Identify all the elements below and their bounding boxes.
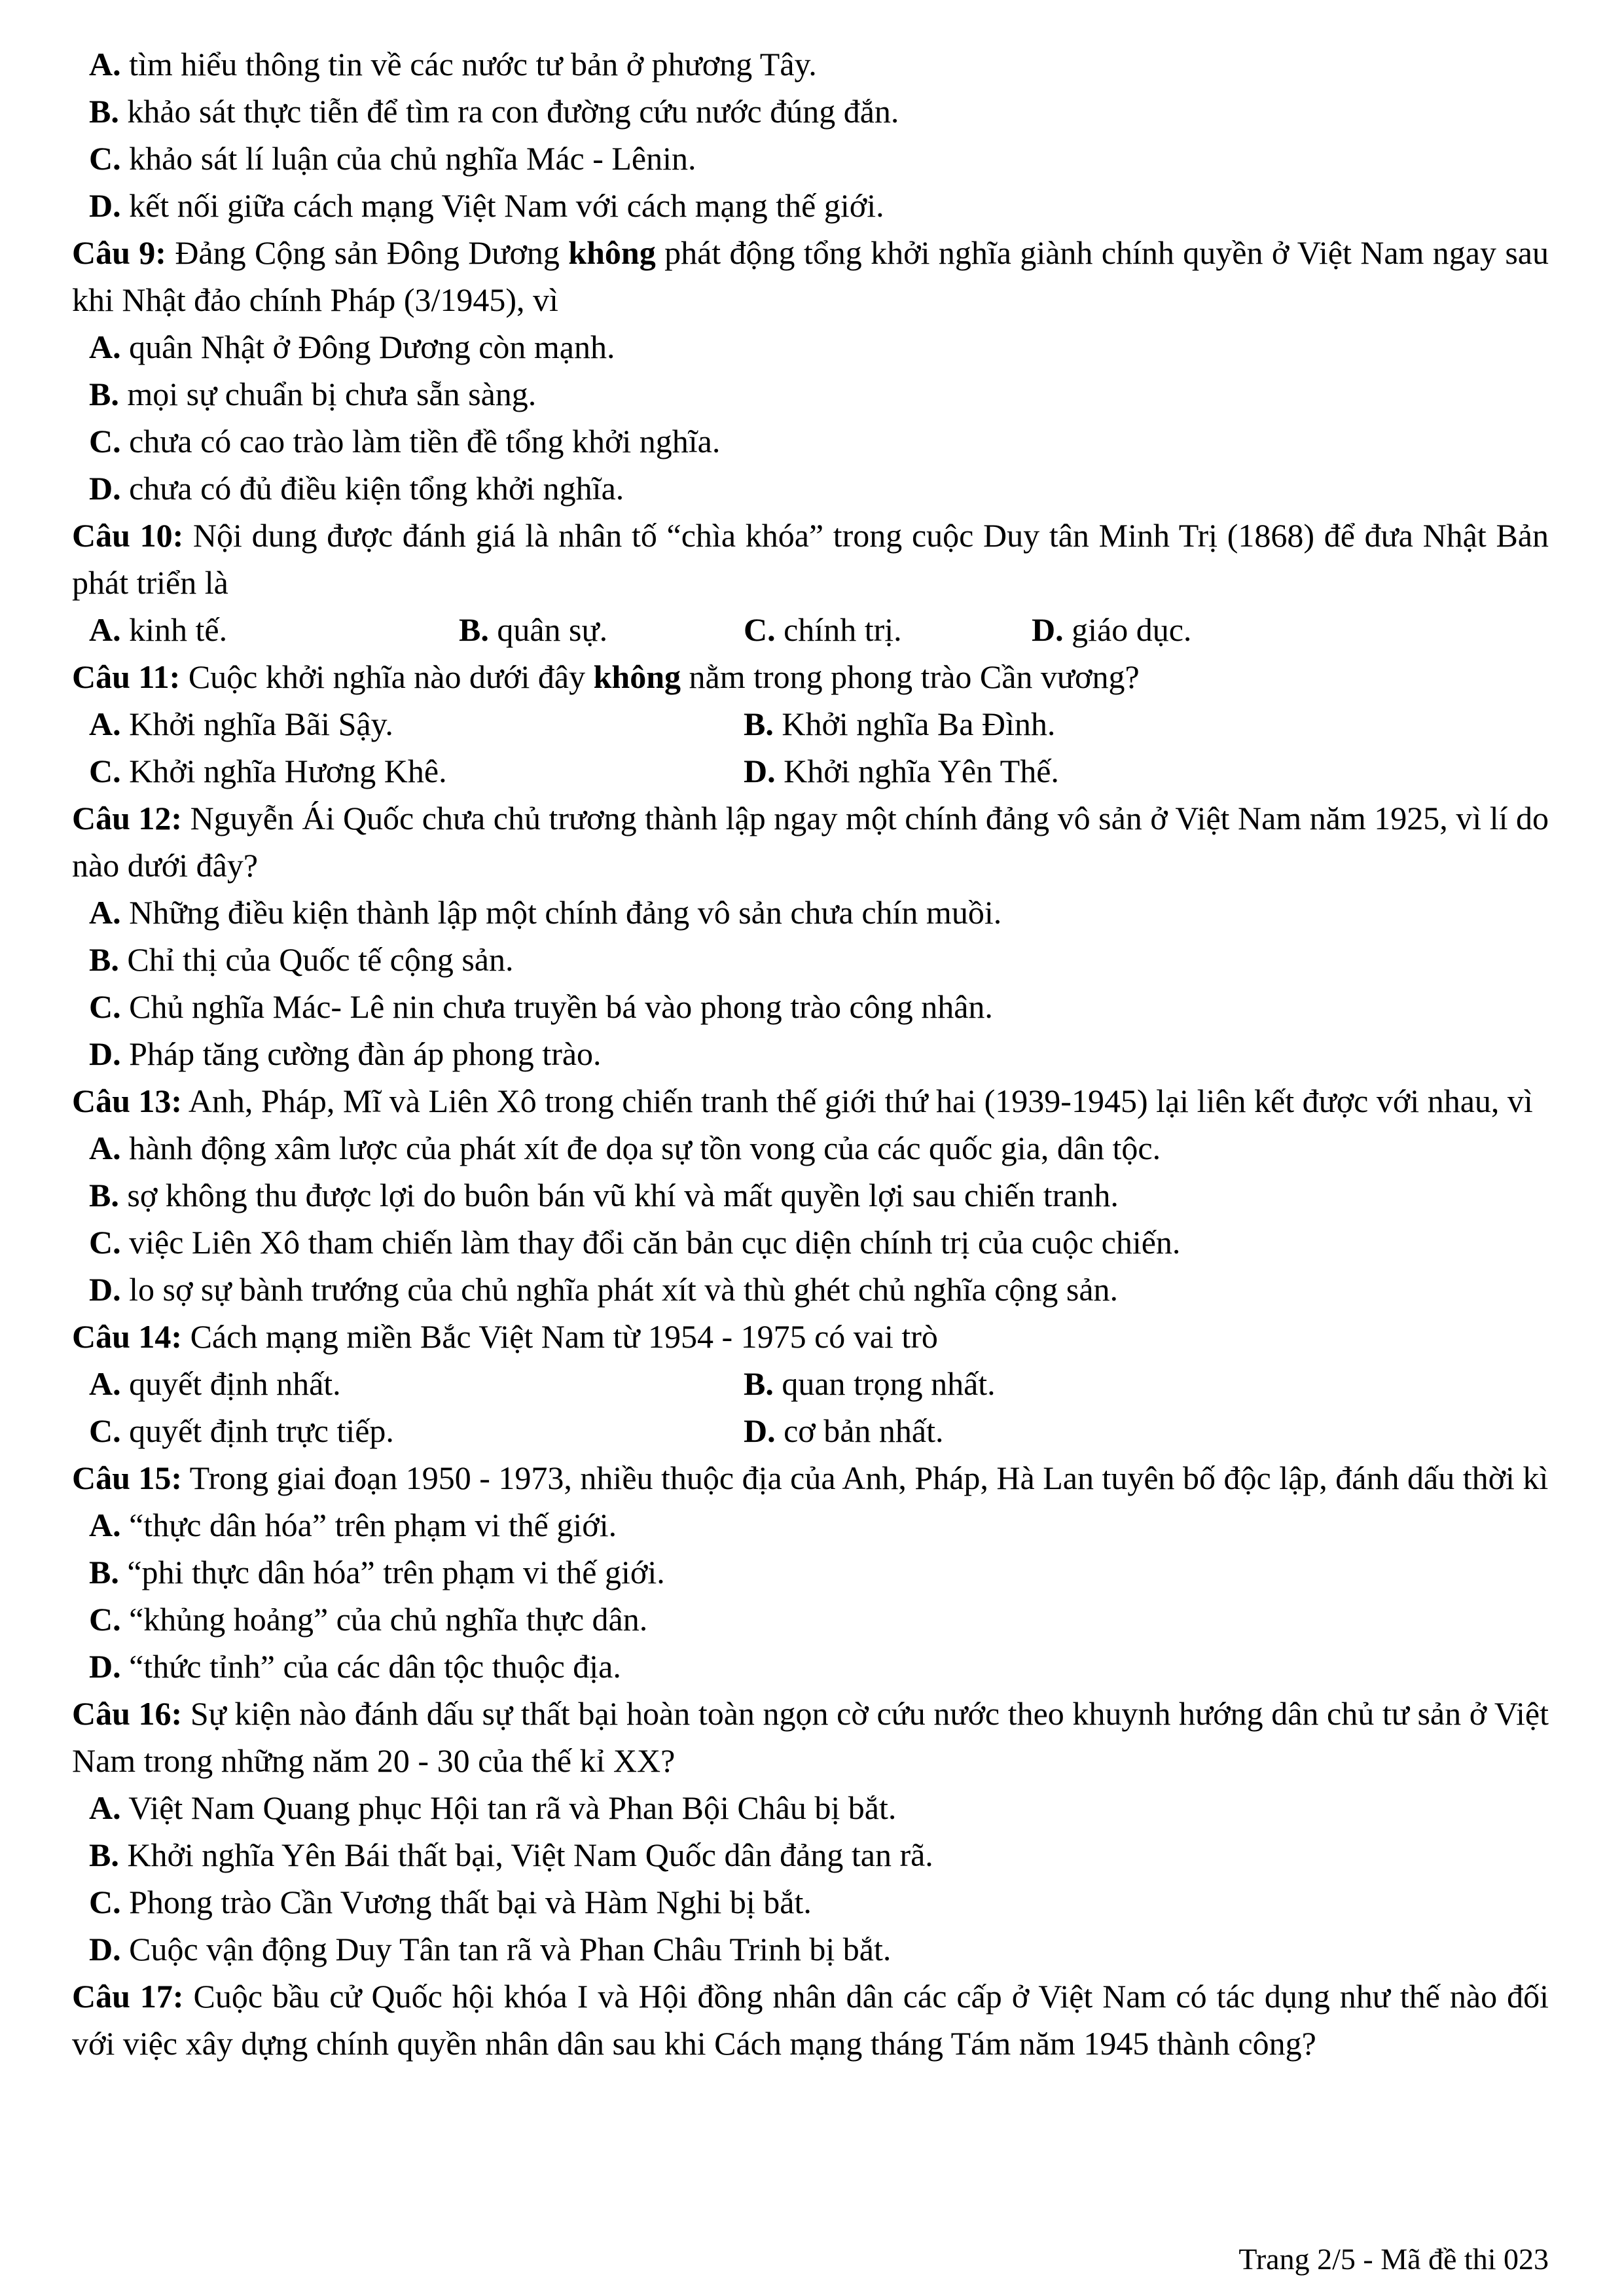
stem-bold-text: không bbox=[593, 658, 681, 695]
answer-option bbox=[744, 1407, 1549, 1454]
answer-option bbox=[72, 889, 1549, 936]
option-text: giáo dục. bbox=[1063, 611, 1192, 648]
option-letter: A. bbox=[89, 46, 121, 82]
question-block-q16 bbox=[72, 1690, 1549, 1973]
option-letter: B. bbox=[89, 93, 119, 130]
question-number: Câu 15: bbox=[72, 1460, 183, 1496]
option-text: Việt Nam Quang phục Hội tan rã và Phan Bội Châu bị bắt. bbox=[120, 1789, 897, 1826]
option-letter: B. bbox=[89, 1837, 119, 1873]
answer-option bbox=[72, 465, 1549, 512]
option-letter: A. bbox=[89, 1507, 121, 1543]
option-text: hành động xâm lược của phát xít đe dọa sự tồn vong của các quốc gia, dân tộc. bbox=[120, 1130, 1161, 1166]
option-letter: D. bbox=[89, 1648, 121, 1685]
answer-option bbox=[72, 1124, 1549, 1172]
answer-option bbox=[72, 1831, 1549, 1878]
options-group bbox=[72, 1501, 1549, 1690]
answer-option bbox=[72, 182, 1549, 229]
answer-option bbox=[72, 135, 1549, 182]
answer-option bbox=[72, 418, 1549, 465]
question-stem bbox=[72, 653, 1549, 700]
option-text: quan trọng nhất. bbox=[773, 1365, 996, 1402]
option-letter: C. bbox=[744, 611, 776, 648]
options-group bbox=[72, 1124, 1549, 1313]
stem-text: nằm trong phong trào Cần vương? bbox=[681, 658, 1140, 695]
option-letter: C. bbox=[89, 988, 121, 1025]
option-text: chưa có cao trào làm tiền đề tổng khởi nghĩa. bbox=[120, 423, 721, 459]
option-letter: C. bbox=[89, 753, 121, 789]
option-letter: D. bbox=[89, 187, 121, 224]
options-group bbox=[72, 700, 1549, 795]
question-block-q14 bbox=[72, 1313, 1549, 1454]
stem-text: Nội dung được đánh giá là nhân tố “chìa khóa” trong cuộc Duy tân Minh Trị (1868) để đưa Nhật Bản phát triển là bbox=[72, 517, 1549, 601]
options-group bbox=[72, 41, 1549, 229]
option-letter: D. bbox=[89, 1931, 121, 1967]
option-text: Cuộc vận động Duy Tân tan rã và Phan Châu Trinh bị bắt. bbox=[120, 1931, 892, 1967]
question-number: Câu 12: bbox=[72, 800, 183, 836]
question-block-q10 bbox=[72, 512, 1549, 653]
answer-option bbox=[72, 936, 1549, 983]
option-letter: C. bbox=[89, 423, 121, 459]
option-text: “phi thực dân hóa” trên phạm vi thế giới. bbox=[118, 1554, 665, 1590]
answer-option bbox=[1032, 606, 1549, 653]
answer-option bbox=[72, 1219, 1549, 1266]
option-text: việc Liên Xô tham chiến làm thay đổi căn bản cục diện chính trị của cuộc chiến. bbox=[120, 1224, 1181, 1261]
question-stem bbox=[72, 229, 1549, 323]
question-number: Câu 14: bbox=[72, 1318, 183, 1355]
stem-text: Anh, Pháp, Mĩ và Liên Xô trong chiến tranh thế giới thứ hai (1939-1945) lại liên kết được với nhau, vì bbox=[182, 1083, 1533, 1119]
stem-text: Đảng Cộng sản Đông Dương bbox=[166, 234, 569, 271]
question-number: Câu 9: bbox=[72, 234, 166, 271]
option-text: sợ không thu được lợi do buôn bán vũ khí và mất quyền lợi sau chiến tranh. bbox=[118, 1177, 1119, 1213]
question-stem bbox=[72, 512, 1549, 606]
answer-option bbox=[72, 983, 1549, 1030]
option-letter: D. bbox=[744, 1412, 776, 1449]
answer-option bbox=[72, 1030, 1549, 1077]
option-letter: D. bbox=[89, 470, 121, 507]
stem-bold-text: không bbox=[568, 234, 656, 271]
option-letter: A. bbox=[89, 1789, 121, 1826]
option-letter: B. bbox=[89, 1177, 119, 1213]
options-group bbox=[72, 1784, 1549, 1973]
option-letter: A. bbox=[89, 611, 121, 648]
question-stem bbox=[72, 795, 1549, 889]
answer-option bbox=[72, 1266, 1549, 1313]
option-text: khảo sát thực tiễn để tìm ra con đường cứu nước đúng đắn. bbox=[118, 93, 899, 130]
question-number: Câu 10: bbox=[72, 517, 184, 554]
option-text: Khởi nghĩa Hương Khê. bbox=[120, 753, 447, 789]
option-letter: B. bbox=[89, 1554, 119, 1590]
option-text: Chủ nghĩa Mác- Lê nin chưa truyền bá vào phong trào công nhân. bbox=[120, 988, 993, 1025]
option-letter: C. bbox=[89, 1601, 121, 1638]
stem-text: Cuộc khởi nghĩa nào dưới đây bbox=[180, 658, 594, 695]
question-block-q11 bbox=[72, 653, 1549, 795]
option-letter: D. bbox=[1032, 611, 1064, 648]
options-group bbox=[72, 889, 1549, 1077]
answer-option bbox=[89, 606, 459, 653]
answer-option bbox=[72, 88, 1549, 135]
stem-text: Trong giai đoạn 1950 - 1973, nhiều thuộc địa của Anh, Pháp, Hà Lan tuyên bố độc lập, đánh dấu thời kì bbox=[182, 1460, 1549, 1496]
question-stem bbox=[72, 1313, 1549, 1360]
option-text: chính trị. bbox=[775, 611, 902, 648]
option-letter: B. bbox=[744, 1365, 774, 1402]
option-text: chưa có đủ điều kiện tổng khởi nghĩa. bbox=[120, 470, 624, 507]
option-text: Phong trào Cần Vương thất bại và Hàm Nghi bị bắt. bbox=[120, 1884, 812, 1920]
option-letter: C. bbox=[89, 140, 121, 177]
answer-option bbox=[72, 1501, 1549, 1549]
answer-option bbox=[89, 700, 744, 747]
option-text: mọi sự chuẩn bị chưa sẵn sàng. bbox=[118, 376, 537, 412]
answer-option bbox=[89, 1407, 744, 1454]
question-number: Câu 13: bbox=[72, 1083, 183, 1119]
question-stem bbox=[72, 1690, 1549, 1784]
page-footer: Trang 2/5 - Mã đề thi 023 bbox=[1238, 2242, 1549, 2276]
question-stem bbox=[72, 1077, 1549, 1124]
question-block-q9 bbox=[72, 229, 1549, 512]
option-letter: B. bbox=[89, 376, 119, 412]
option-text: Những điều kiện thành lập một chính đảng vô sản chưa chín muồi. bbox=[120, 894, 1002, 931]
answer-option bbox=[744, 747, 1549, 795]
questions-container bbox=[72, 41, 1549, 2067]
answer-option bbox=[744, 700, 1549, 747]
question-stem bbox=[72, 1454, 1549, 1501]
option-letter: C. bbox=[89, 1412, 121, 1449]
answer-option bbox=[89, 747, 744, 795]
option-text: quân sự. bbox=[488, 611, 608, 648]
option-text: “thức tỉnh” của các dân tộc thuộc địa. bbox=[120, 1648, 621, 1685]
option-text: kinh tế. bbox=[120, 611, 228, 648]
answer-option bbox=[744, 606, 1032, 653]
option-text: quyết định trực tiếp. bbox=[120, 1412, 394, 1449]
option-letter: B. bbox=[459, 611, 489, 648]
option-text: Chỉ thị của Quốc tế cộng sản. bbox=[118, 941, 514, 978]
option-letter: D. bbox=[744, 753, 776, 789]
answer-option bbox=[72, 1878, 1549, 1926]
question-block-q12 bbox=[72, 795, 1549, 1077]
question-number: Câu 16: bbox=[72, 1695, 183, 1732]
options-group bbox=[72, 323, 1549, 512]
answer-option bbox=[459, 606, 744, 653]
option-letter: A. bbox=[89, 1130, 121, 1166]
option-text: Khởi nghĩa Yên Thế. bbox=[775, 753, 1059, 789]
question-block-q8-options bbox=[72, 41, 1549, 229]
question-number: Câu 11: bbox=[72, 658, 181, 695]
option-letter: A. bbox=[89, 329, 121, 365]
option-text: Khởi nghĩa Yên Bái thất bại, Việt Nam Quốc dân đảng tan rã. bbox=[118, 1837, 933, 1873]
option-text: khảo sát lí luận của chủ nghĩa Mác - Lênin. bbox=[120, 140, 696, 177]
answer-option bbox=[72, 1172, 1549, 1219]
option-letter: A. bbox=[89, 706, 121, 742]
option-letter: B. bbox=[744, 706, 774, 742]
option-letter: D. bbox=[89, 1271, 121, 1308]
option-text: “khủng hoảng” của chủ nghĩa thực dân. bbox=[120, 1601, 648, 1638]
question-number: Câu 17: bbox=[72, 1978, 184, 2015]
option-text: Khởi nghĩa Bãi Sậy. bbox=[120, 706, 393, 742]
answer-option bbox=[72, 1643, 1549, 1690]
option-letter: A. bbox=[89, 894, 121, 931]
stem-text: Cuộc bầu cử Quốc hội khóa I và Hội đồng nhân dân các cấp ở Việt Nam có tác dụng như thế nào đối với việc xây dựng chính quyền nhân dân sau khi Cách mạng tháng Tám năm 1945 thành công? bbox=[72, 1978, 1549, 2062]
option-text: quyết định nhất. bbox=[120, 1365, 341, 1402]
options-group bbox=[72, 1360, 1549, 1454]
option-text: cơ bản nhất. bbox=[775, 1412, 944, 1449]
option-text: tìm hiểu thông tin về các nước tư bản ở phương Tây. bbox=[120, 46, 817, 82]
answer-option bbox=[72, 370, 1549, 418]
answer-option bbox=[72, 1926, 1549, 1973]
option-text: quân Nhật ở Đông Dương còn mạnh. bbox=[120, 329, 615, 365]
answer-option bbox=[72, 323, 1549, 370]
options-group bbox=[72, 606, 1549, 653]
option-letter: C. bbox=[89, 1224, 121, 1261]
option-letter: D. bbox=[89, 1035, 121, 1072]
option-text: lo sợ sự bành trướng của chủ nghĩa phát xít và thù ghét chủ nghĩa cộng sản. bbox=[120, 1271, 1119, 1308]
answer-option bbox=[89, 1360, 744, 1407]
stem-text: Nguyễn Ái Quốc chưa chủ trương thành lập ngay một chính đảng vô sản ở Việt Nam năm 1925, vì lí do nào dưới đây? bbox=[72, 800, 1549, 884]
option-text: Pháp tăng cường đàn áp phong trào. bbox=[120, 1035, 602, 1072]
option-letter: A. bbox=[89, 1365, 121, 1402]
option-text: “thực dân hóa” trên phạm vi thế giới. bbox=[120, 1507, 617, 1543]
question-block-q15 bbox=[72, 1454, 1549, 1690]
stem-text: Cách mạng miền Bắc Việt Nam từ 1954 - 1975 có vai trò bbox=[182, 1318, 938, 1355]
answer-option bbox=[72, 1596, 1549, 1643]
answer-option bbox=[72, 1549, 1549, 1596]
option-letter: B. bbox=[89, 941, 119, 978]
option-letter: C. bbox=[89, 1884, 121, 1920]
answer-option bbox=[72, 1784, 1549, 1831]
stem-text: phát động tổng khởi nghĩa giành chính quyền ở Việt Nam ngay sau khi Nhật đảo chính Pháp (3/1945), vì bbox=[72, 234, 1549, 318]
option-text: kết nối giữa cách mạng Việt Nam với cách mạng thế giới. bbox=[120, 187, 884, 224]
option-text: Khởi nghĩa Ba Đình. bbox=[773, 706, 1056, 742]
answer-option bbox=[744, 1360, 1549, 1407]
question-block-q13 bbox=[72, 1077, 1549, 1313]
answer-option bbox=[72, 41, 1549, 88]
question-stem bbox=[72, 1973, 1549, 2067]
stem-text: Sự kiện nào đánh dấu sự thất bại hoàn toàn ngọn cờ cứu nước theo khuynh hướng dân chủ tư sản ở Việt Nam trong những năm 20 - 30 của thế kỉ XX? bbox=[72, 1695, 1549, 1779]
question-block-q17 bbox=[72, 1973, 1549, 2067]
